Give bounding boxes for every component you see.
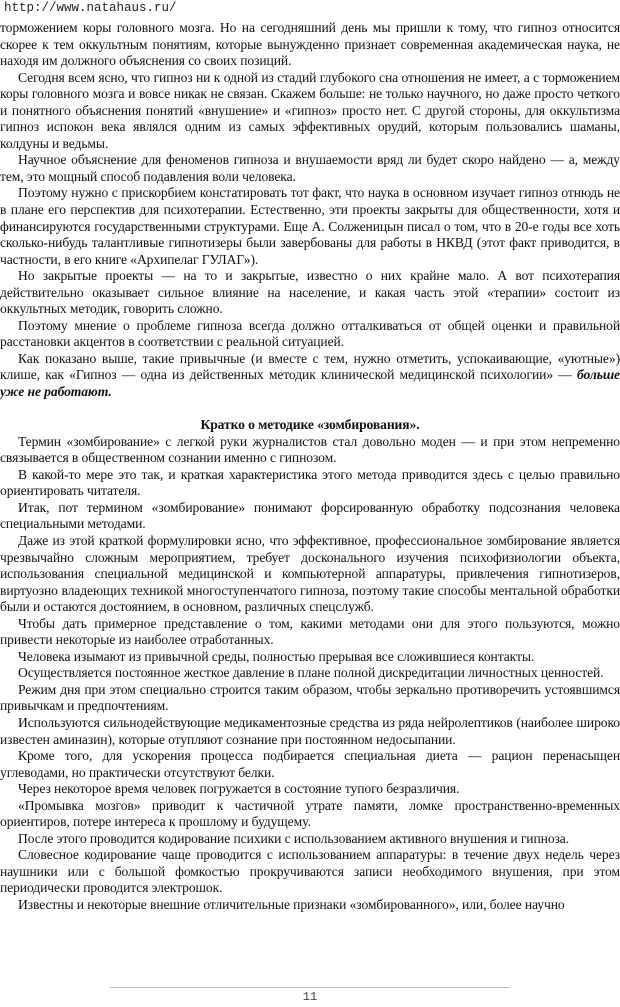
paragraph: Но закрытые проекты — на то и закрытые, известно о них крайне мало. А вот психотерапия действительно оказывает сильное влияние на население, и какая часть этой «терапии» состоит из оккультных методик, говорить сложно. [0, 268, 620, 317]
paragraph-text: Как показано выше, такие привычные (и вместе с тем, нужно отметить, успокаивающие, «уютные») клише, как «Гипноз — одна из действенных методик клинической медицинской психологии» — [0, 350, 620, 383]
paragraph: Научное объяснение для феноменов гипноза и внушаемости вряд ли будет скоро найдено — а, между тем, это мощный способ подавления воли человека. [0, 152, 620, 184]
paragraph: Известны и некоторые внешние отличительные признаки «зомбированного», или, более научно [18, 896, 565, 912]
paragraph: После этого проводится кодирование психики с использованием активного внушения и гипноза. [18, 830, 570, 846]
paragraph [0, 351, 620, 401]
paragraph: Термин «зомбирование» с легкой руки журналистов стал довольно моден — и при этом непременно связывается в общественном сознании именно с гипнозом. [0, 433, 620, 466]
paragraph: В какой-то мере это так, и краткая характеристика этого метода приводится здесь с целью правильно ориентировать читателя. [0, 466, 620, 499]
paragraph: Осуществляется постоянное жесткое давление в плане полной дискредитации личностных ценностей. [18, 665, 604, 681]
paragraph: Режим дня при этом специально строится таким образом, чтобы зеркально противоречить устоявшимся привычкам и предпочтениям. [0, 681, 620, 714]
blank-line [0, 401, 620, 418]
emphasized-text: больше уже не работают. [0, 367, 620, 400]
page-number: 11 [302, 990, 318, 1004]
paragraph: Чтобы дать примерное представление о том, какими методами они для этого пользуются, можно привести некоторые из наиболее отработанных. [0, 615, 620, 648]
paragraph: Человека изымают из привычной среды, полностью прерывая все сложившиеся контакты. [18, 648, 535, 664]
paragraph: Словесное кодирование чаще проводится с использованием аппаратуры: в течение двух недель через наушники или с большой фомкостью прокручиваются записи необходимого внушения, при этом периодически проводится электрошок. [0, 847, 620, 896]
paragraph: Итак, пот термином «зомбирование» понимают форсированную обработку подсознания человека специальными методами. [0, 499, 620, 532]
paragraph: Через некоторое время человек погружается в состояние тупого безразличия. [18, 781, 460, 797]
paragraph: Поэтому нужно с прискорбием констатировать тот факт, что наука в основном изучает гипноз отнюдь не в плане его перспектив для психотерапии. Естественно, эти проекты закрыты для общественности, хотя и финансируются государственными структурами. Еще А. Солженицын писал о том, что в 20-е годы все хоть сколько-нибудь талантливые гипнотизеры были завербованы для работы в НКВД (этот факт приводится, в частности, в его книге «Архипелаг ГУЛАГ»). [0, 185, 620, 267]
page-body [0, 20, 620, 914]
paragraph: Кроме того, для ускорения процесса подбирается специальная диета — рацион перенасыщен углеводами, но практически отсутствуют белки. [0, 748, 620, 780]
paragraph: Даже из этой краткой формулировки ясно, что эффективное, профессиональное зомбирование является чрезвычайно сложным мероприятием, требует досконального изучения психофизиологии объекта, использования специальной медицинской и компьютерной аппаратуры, привлечения гипнотизеров, виртуозно владеющих техникой многоступенчатого гипноза, поэтому такие способы ментальной обработки были и остаются достоянием, в основном, различных спецслужб. [0, 532, 620, 615]
paragraph: Поэтому мнение о проблеме гипноза всегда должно отталкиваться от общей оценки и правильной расстановки акцентов в соответствии с реальной ситуацией. [0, 317, 620, 350]
paragraph: Используются сильнодействующие медикаментозные средства из ряда нейролептиков (наиболее широко известен аминазин), которые отупляют сознание при постоянном недосыпании. [0, 714, 620, 747]
paragraph: торможением коры головного мозга. Но на сегодняшний день мы пришли к тому, что гипноз относится скорее к тем оккультным понятиям, которые вынужденно признает современная академическая наука, не находя им должного объяснения со своих позиций. [0, 20, 620, 69]
footer-divider [110, 987, 510, 988]
paragraph: «Промывка мозгов» приводит к частичной утрате памяти, ломке пространственно-временных ориентиров, потере интереса к прошлому и будущему. [0, 797, 620, 830]
source-url: http://www.natahaus.ru/ [4, 1, 177, 15]
paragraph: Сегодня всем ясно, что гипноз ни к одной из стадий глубокого сна отношения не имеет, а с торможением коры головного мозга и вовсе никак не связан. Скажем больше: не только научного, но даже просто четкого и понятного объяснения понятий «внушение» и «гипноз» просто нет. С другой стороны, для оккультизма гипноз испокон века являлся одним из самых эффективных орудий, которым пользовались шаманы, колдуны и ведьмы. [0, 69, 620, 151]
section-heading: Кратко о методике «зомбирования». [200, 417, 420, 433]
